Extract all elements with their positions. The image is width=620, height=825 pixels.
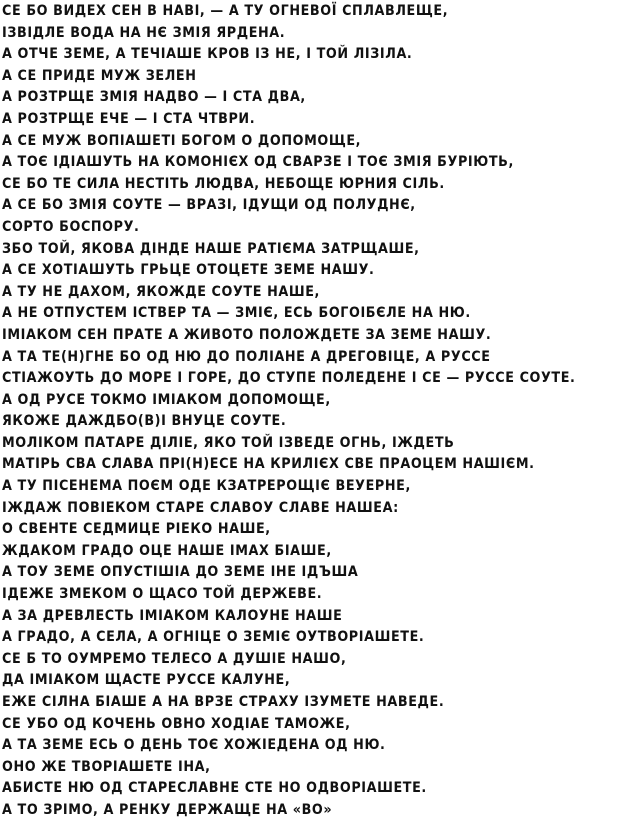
text-line-30: А ГРАДО, А СЕЛА, А ОГНІЦЕ О ЗЕМІЄ ОУТВОРІАШЕТЕ. (2, 629, 425, 646)
text-line-12: ЗБО ТОЙ, ЯКОВА ДІНДЕ НАШЕ РАТІЄМА ЗАТРЩАШЕ, (2, 240, 420, 257)
text-line-27: А ТОУ ЗЕМЕ ОПУСТІШІА ДО ЗЕМЕ ІНЕ ІДЪША (2, 564, 359, 581)
text-line-28: ІДЕЖЕ ЗМЕКОМ О ЩАСО ТОЙ ДЕРЖЕВЕ. (2, 586, 323, 603)
text-line-17: А ТА ТЕ(Н)ГНЕ БО ОД НЮ ДО ПОЛІАНЕ А ДРЕГОВІЦЕ, А РУССЕ (2, 348, 491, 365)
text-line-37: АБИСТЕ НЮ ОД СТАРЕСЛАВНЕ СТЕ НО ОДВОРІАШЕТЕ. (2, 780, 427, 797)
text-line-15: А НЕ ОТПУСТЕМ ІСТВЕР ТА — ЗМІЄ, ЕСЬ БОГОІБЄЛЕ НА НЮ. (2, 305, 471, 322)
text-line-14: А ТУ НЕ ДАХОМ, ЯКОЖДЕ СОУТЕ НАШЕ, (2, 283, 320, 300)
text-line-23: А ТУ ПІСЕНЕМА ПОЄМ ОДЕ КЗАТРЕРОЩІЄ ВЕУЕРНЕ, (2, 478, 411, 495)
text-line-3: А ОТЧЕ ЗЕМЕ, А ТЕЧІАШЕ КРОВ ІЗ НЕ, І ТОЙ ЛІЗІЛА. (2, 46, 413, 63)
text-line-16: ІМІАКОМ СЕН ПРАТЕ А ЖИВОТО ПОЛОЖДЕТЕ ЗА ЗЕМЕ НАШУ. (2, 326, 492, 343)
text-line-18: СТІАЖОУТЬ ДО МОРЕ І ГОРЕ, ДО СТУПЕ ПОЛЕДЕНЕ І СЕ — РУССЕ СОУТЕ. (2, 370, 576, 387)
text-line-11: СОРТО БОСПОРУ. (2, 218, 140, 235)
text-line-20: ЯКОЖЕ ДАЖДБО(В)І ВНУЦЕ СОУТЕ. (2, 413, 287, 430)
text-line-8: А ТОЄ ІДІАШУТЬ НА КОМОНІЄХ ОД СВАРЗЕ І ТОЄ ЗМІЯ БУРІЮТЬ, (2, 154, 514, 171)
text-line-1: СЕ БО ВИДЕХ СЕН В НАВІ, — А ТУ ОГНЕВОЇ СПЛАВЛЕЩЕ, (2, 3, 449, 19)
text-line-35: А ТА ЗЕМЕ ЕСЬ О ДЕНЬ ТОЄ ХОЖІЕДЕНА ОД НЮ. (2, 737, 386, 754)
text-line-38: А ТО ЗРІМО, А РЕНКУ ДЕРЖАЩЕ НА «ВО» (2, 801, 333, 818)
text-line-32: ДА ІМІАКОМ ЩАСТЕ РУССЕ КАЛУНЕ, (2, 672, 291, 689)
text-line-25: О СВЕНТЕ СЕДМИЦЕ РІЕКО НАШЕ, (2, 521, 271, 538)
text-line-34: СЕ УБО ОД КОЧЕНЬ ОВНО ХОДІАЕ ТАМОЖЕ, (2, 715, 351, 732)
text-line-9: СЕ БО ТЕ СИЛА НЕСТІТЬ ЛЮДВА, НЕБОЩЕ ЮРНИЯ СІЛЬ. (2, 175, 445, 192)
text-line-22: МАТІРЬ СВА СЛАВА ПРІ(Н)ЕСЕ НА КРИЛІЄХ СВЕ ПРАОЦЕМ НАШІЄМ. (2, 456, 535, 473)
text-line-6: А РОЗТРЩЕ ЕЧЕ — І СТА ЧТВРИ. (2, 110, 256, 127)
text-line-4: А СЕ ПРИДЕ МУЖ ЗЕЛЕН (2, 67, 197, 84)
text-line-21: МОЛІКОМ ПАТАРЕ ДІЛІЕ, ЯКО ТОЙ ІЗВЕДЕ ОГНЬ, ІЖДЕТЬ (2, 434, 455, 451)
text-line-31: СЕ Б ТО ОУМРЕМО ТЕЛЕСО А ДУШІЕ НАШО, (2, 650, 347, 667)
document-page (2, 0, 616, 825)
text-line-5: А РОЗТРЩЕ ЗМІЯ НАДВО — І СТА ДВА, (2, 89, 306, 106)
text-line-36: ОНО ЖЕ ТВОРІАШЕТЕ ІНА, (2, 758, 211, 775)
text-line-19: А ОД РУСЕ ТОКМО ІМІАКОМ ДОПОМОЩЕ, (2, 391, 331, 408)
text-line-10: А СЕ БО ЗМІЯ СОУТЕ — ВРАЗІ, ІДУЩИ ОД ПОЛУДНЄ, (2, 197, 416, 214)
text-line-13: А СЕ ХОТІАШУТЬ ГРЬЦЕ ОТОЦЕТЕ ЗЕМЕ НАШУ. (2, 262, 375, 279)
text-line-29: А ЗА ДРЕВЛЕСТЬ ІМІАКОМ КАЛОУНЕ НАШЕ (2, 607, 343, 624)
text-line-7: А СЕ МУЖ ВОПІАШЕТІ БОГОМ О ДОПОМОЩЕ, (2, 132, 362, 149)
text-line-33: ЕЖЕ СІЛНА БІАШЕ А НА ВРЗЕ СТРАХУ ІЗУМЕТЕ НАВЕДЕ. (2, 694, 445, 710)
text-line-26: ЖДАКОМ ГРАДО ОЦЕ НАШЕ ІМАХ БІАШЕ, (2, 542, 332, 559)
text-line-24: ІЖДАЖ ПОВІЕКОМ СТАРЕ СЛАВОУ СЛАВЕ НАШЕА: (2, 499, 399, 516)
text-line-2: ІЗВІДЛЕ ВОДА НА НЄ ЗМІЯ ЯРДЕНА. (2, 24, 286, 41)
